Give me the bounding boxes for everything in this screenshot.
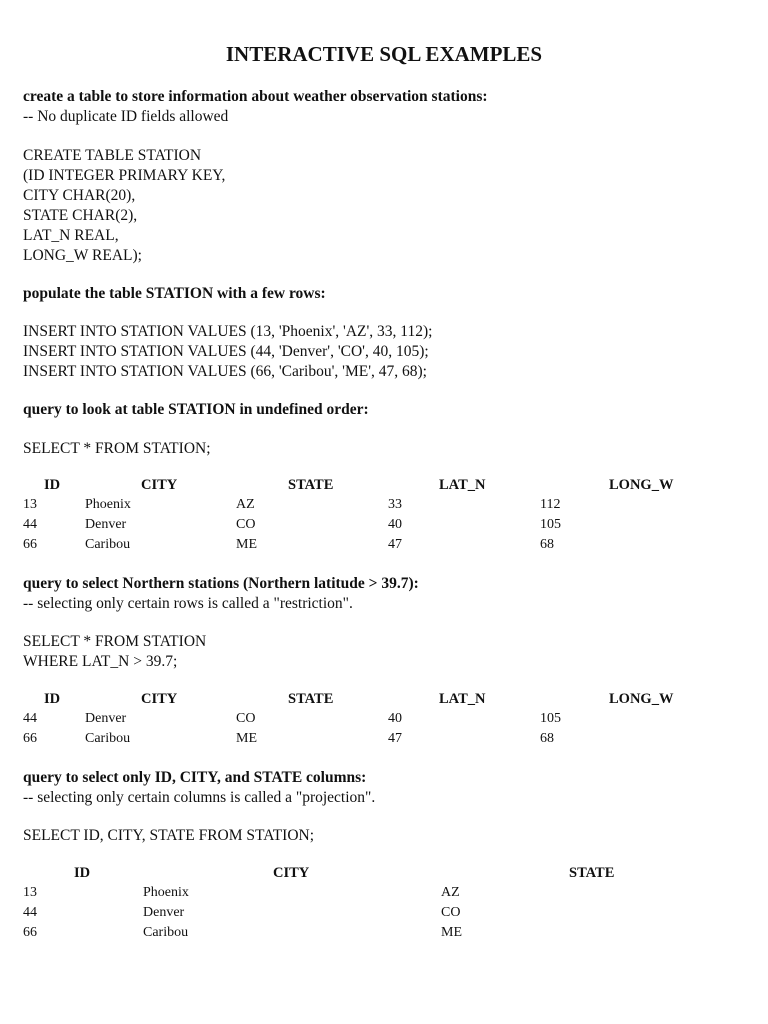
table-cell: ME [236,731,257,746]
code-block-select-where [23,632,206,672]
table-cell: Denver [85,711,127,726]
code-line: CITY CHAR(20), [23,187,136,204]
code-line: SELECT ID, CITY, STATE FROM STATION; [23,827,315,844]
code-block-select-columns [23,826,314,846]
table-cell: ME [236,537,257,552]
table-cell: 66 [23,537,37,552]
column-header-id: ID [44,477,61,493]
table-cell: Caribou [143,925,189,940]
column-header-city: CITY [141,691,178,707]
table-cell: 13 [23,497,37,512]
code-line: STATE CHAR(2), [23,207,138,224]
table-cell: 112 [540,497,561,512]
table-cell: AZ [441,885,460,900]
code-block-create-table [23,146,225,266]
column-header-long-w: LONG_W [609,691,674,707]
column-header-state: STATE [569,865,615,881]
table-cell: 40 [388,517,402,532]
column-header-state: STATE [288,691,334,707]
comment-projection: -- selecting only certain columns is called a "projection". [23,789,376,806]
column-header-city: CITY [141,477,178,493]
table-cell: Caribou [85,731,131,746]
table-cell: Phoenix [143,885,189,900]
table-cell: 68 [540,537,554,552]
table-cell: 105 [540,517,561,532]
code-line: INSERT INTO STATION VALUES (44, 'Denver', 'CO', 40, 105); [23,343,429,360]
table-cell: 105 [540,711,561,726]
section-heading-populate: populate the table STATION with a few rows: [23,285,326,302]
table-cell: Denver [143,905,185,920]
table-cell: 44 [23,905,37,920]
code-line: SELECT * FROM STATION [23,633,207,650]
column-header-id: ID [44,691,61,707]
section-heading-query-all: query to look at table STATION in undefined order: [23,401,369,418]
code-line: INSERT INTO STATION VALUES (66, 'Caribou', 'ME', 47, 68); [23,363,427,380]
table-cell: 68 [540,731,554,746]
table-cell: Phoenix [85,497,131,512]
column-header-lat-n: LAT_N [439,477,486,493]
code-line: (ID INTEGER PRIMARY KEY, [23,167,226,184]
code-line: CREATE TABLE STATION [23,147,202,164]
table-cell: 44 [23,711,37,726]
section-heading-create: create a table to store information about weather observation stations: [23,88,488,105]
section-heading-restriction: query to select Northern stations (Northern latitude > 39.7): [23,575,419,592]
code-line: INSERT INTO STATION VALUES (13, 'Phoenix', 'AZ', 33, 112); [23,323,433,340]
table-cell: CO [441,905,461,920]
table-cell: CO [236,517,256,532]
comment-no-duplicates: -- No duplicate ID fields allowed [23,108,229,125]
table-cell: 47 [388,731,402,746]
table-cell: Caribou [85,537,131,552]
page-title: INTERACTIVE SQL EXAMPLES [225,42,543,66]
column-header-state: STATE [288,477,334,493]
table-cell: 33 [388,497,402,512]
comment-restriction: -- selecting only certain rows is called a "restriction". [23,595,353,612]
code-block-select-all [23,439,211,459]
column-header-city: CITY [273,865,310,881]
code-line: SELECT * FROM STATION; [23,440,211,457]
column-header-lat-n: LAT_N [439,691,486,707]
table-cell: ME [441,925,462,940]
code-line: WHERE LAT_N > 39.7; [23,653,178,670]
table-cell: AZ [236,497,255,512]
table-cell: 13 [23,885,37,900]
table-cell: Denver [85,517,127,532]
table-cell: 47 [388,537,402,552]
table-cell: 66 [23,731,37,746]
section-heading-projection: query to select only ID, CITY, and STATE columns: [23,769,367,786]
table-cell: 66 [23,925,37,940]
column-header-id: ID [74,865,91,881]
table-cell: 40 [388,711,402,726]
table-cell: 44 [23,517,37,532]
table-cell: CO [236,711,256,726]
code-line: LONG_W REAL); [23,247,142,264]
code-block-insert [23,322,432,382]
column-header-long-w: LONG_W [609,477,674,493]
code-line: LAT_N REAL, [23,227,119,244]
